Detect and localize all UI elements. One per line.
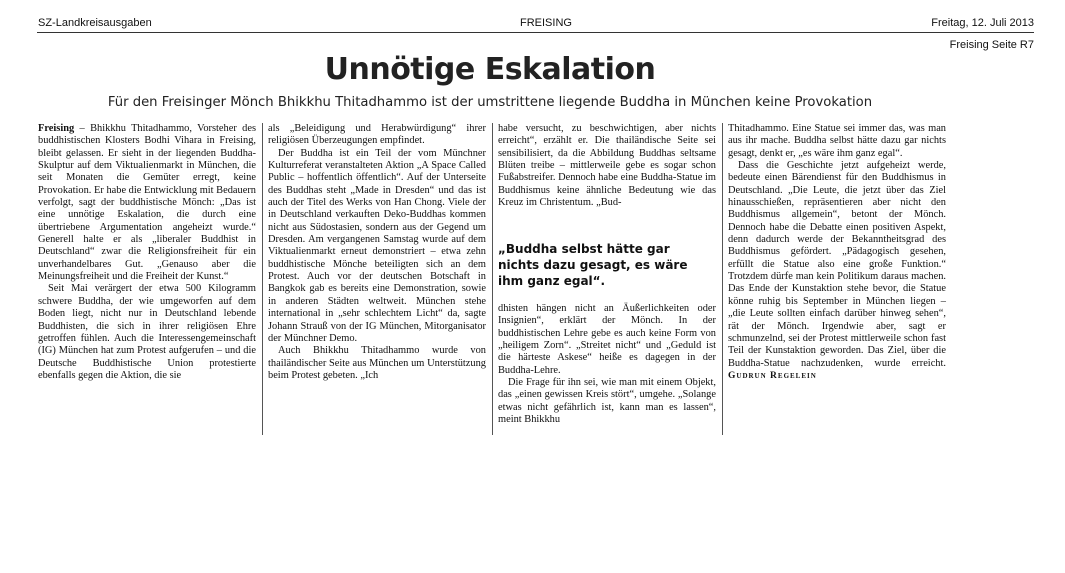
article-title: Unnötige Eskalation xyxy=(324,52,656,87)
paragraph xyxy=(38,123,256,283)
header-date: Freitag, 12. Juli 2013 xyxy=(931,17,1034,29)
column-rule xyxy=(262,123,263,435)
author-byline: Gudrun Regelein xyxy=(728,370,817,381)
article-column-3-top xyxy=(498,123,716,209)
column-rule xyxy=(492,123,493,435)
header-rule xyxy=(37,32,1034,33)
header-region: FREISING xyxy=(520,17,572,29)
header-page: Freising Seite R7 xyxy=(949,39,1034,51)
article-subtitle: Für den Freisinger Mönch Bhikkhu Thitadhammo ist der umstrittene liegende Buddha in München keine Provokation xyxy=(107,95,873,110)
article-column-1 xyxy=(38,123,256,382)
paragraph: habe versucht, zu beschwichtigen, aber nichts erreicht“, erzählt er. Die thailändische Seite sei sensibilisiert, da die Abbildung Buddhas seltsame Blüten treibe – mittlerweile gebe es sogar schon Fußabstreifer. Dennoch habe eine Buddha-Statue im Buddhismus keine ähnliche Bedeutung wie das Kreuz im Christentum. „Bud- xyxy=(498,123,716,209)
article-column-2 xyxy=(268,123,486,382)
pull-quote: „Buddha selbst hätte gar nichts dazu gesagt, es wäre ihm ganz egal“. xyxy=(498,242,688,288)
paragraph: Seit Mai verärgert der etwa 500 Kilogramm schwere Buddha, der wie umgeworfen auf dem Boden liegt, nicht nur in Deutschland lebende Buddhisten, die sich in ihrer religiösen Ehre getroffen fühlen. Auch die Interessengemeinschaft (IG) München hat zum Protest aufgerufen – und die Deutsche Buddhistische Union protestierte ebenfalls gegen die Aktion, die sie xyxy=(38,283,256,381)
paragraph: Thitadhammo. Eine Statue sei immer das, was man aus ihr mache. Buddha selbst hätte dazu gar nichts gesagt, denkt er, „es wäre ihm ganz egal“. xyxy=(728,123,946,159)
header-publication: SZ-Landkreisausgaben xyxy=(38,17,152,29)
dateline: Freising xyxy=(38,123,75,134)
paragraph: Der Buddha ist ein Teil der vom Münchner Kulturreferat veranstalteten Aktion „A Space Called Public – hoffentlich öffentlich“. Auf der Unterseite des Buddhas steht „Made in Dresden“ und das ist auch der Titel des Werks von Han Chong. Viele der in Deutschland verkauften Deko-Buddhas kommen nicht aus Südostasien, sondern aus der Gegend um Dresden. Am vergangenen Samstag wurde auf dem Viktualienmarkt erneut demonstriert – etwa zehn buddhistische Mönche beteiligten sich an dem Protest. Auch vor der deutschen Botschaft in Bangkok gab es bereits eine Demonstration, sowie in anderen Städten weltweit. München stehe international in „sehr schlechtem Licht“ da, sagte Johann Strauß von der IG München, Mitorganisator der Münchner Demo. xyxy=(268,147,486,344)
paragraph: dhisten hängen nicht an Äußerlichkeiten oder Insignien“, erklärt der Mönch. In der buddhistischen Lehre gebe es auch keine Form von „heiligem Zorn“. „Streitet nicht“ und „Geduld ist die härteste Askese“ heiße es dagegen in der Buddha-Lehre. xyxy=(498,303,716,376)
paragraph-text: – Bhikkhu Thitadhammo, Vorsteher des buddhistischen Klosters Bodhi Vihara in Freising, bleibt gelassen. Er sieht in der liegenden Buddha-Skulptur auf dem Viktualienmarkt in München, die seit Monaten die Gemüter erregt, keine Provokation. Er habe die Entwicklung mit Bedauern verfolgt, sagt der buddhistische Mönch: „Das ist eine unnötige Eskalation, die durch eine übertriebene Argumentation angeheizt wurde.“ Generell halte er als „liberaler Buddhist in Deutschland“ zwar die Religionsfreiheit für ein unverhandelbares Gut. „Genauso aber die Meinungsfreiheit und die Freiheit der Kunst.“ xyxy=(38,123,256,283)
article-column-3-bottom xyxy=(498,303,716,426)
column-rule xyxy=(722,123,723,435)
paragraph xyxy=(728,160,946,382)
paragraph: Auch Bhikkhu Thitadhammo wurde von thailändischer Seite aus München um Unterstützung beim Protest gebeten. „Ich xyxy=(268,345,486,381)
paragraph: als „Beleidigung und Herabwürdigung“ ihrer religiösen Überzeugungen empfindet. xyxy=(268,123,486,147)
article-column-4 xyxy=(728,123,946,382)
paragraph: Die Frage für ihn sei, wie man mit einem Objekt, das „einen gewissen Kreis stört“, umgehe. „Solange etwas nicht gefährlich ist, kann man es lassen“, meint Bhikkhu xyxy=(498,377,716,426)
paragraph-text: Dass die Geschichte jetzt aufgeheizt werde, bedeute einen Bärendienst für den Buddhismus in Deutschland. „Die Leute, die jetzt über das Ziel hinausschießen, repräsentieren aber nicht den Buddhismus allgemein“, betont der Mönch. Dennoch habe die Debatte einen positiven Aspekt, denn dadurch werde der Bekanntheitsgrad des Buddhismus gefördert. „Pädagogisch gesehen, erfüllt die Statue also eine große Funktion.“ Trotzdem dürfe man kein Politikum daraus machen. Das Ende der Kunstaktion stehe bevor, die Statue könne ruhig bis September in München liegen – „die Leute sollten einfach darüber hinweg sehen“, rät der Mönch. Irgendwie aber, sagt er schmunzelnd, sei der Protest mittlerweile schon fast Teil der Kunstaktion geworden. Das Ziel, über die Buddha-Statue nachzudenken, wurde erreicht. xyxy=(728,160,946,369)
